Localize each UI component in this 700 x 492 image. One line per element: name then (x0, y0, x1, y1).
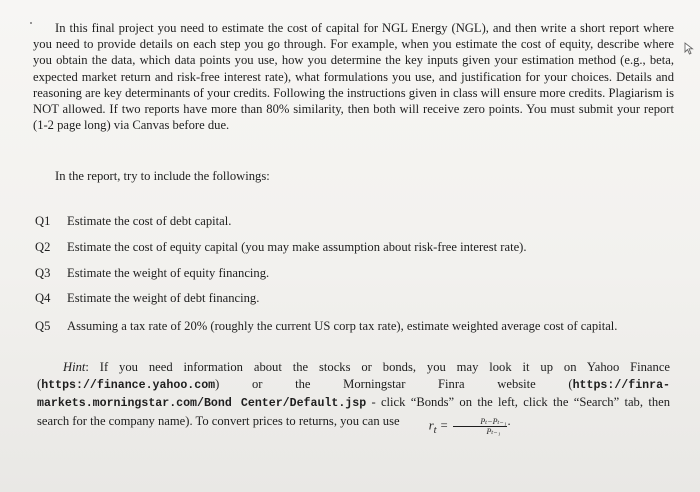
return-formula (403, 417, 508, 440)
hint-label: Hint (63, 360, 86, 374)
question-text: Assuming a tax rate of 20% (roughly the current US corp tax rate), estimate weighted average cost of capital. (67, 319, 618, 333)
formula-equals: = (436, 418, 452, 433)
question-item-q2 (35, 240, 527, 255)
question-item-q3 (35, 266, 269, 281)
question-number: Q5 (35, 319, 51, 333)
morningstar-link[interactable]: https://finra-markets.morningstar.com/Bond Center/Default.jsp (37, 378, 670, 411)
question-number: Q1 (35, 214, 51, 228)
question-number: Q3 (35, 266, 51, 280)
question-text: Estimate the cost of debt capital. (67, 214, 232, 228)
formula-lhs: r (428, 418, 434, 433)
question-number: Q4 (35, 291, 51, 305)
question-text: Estimate the weight of debt financing. (67, 291, 260, 305)
formula-denominator: Pₜ₋₁ (486, 427, 501, 437)
hint-paragraph (37, 359, 670, 440)
hint-text-3: - click “Bonds” on the left, click the “Search” tab, then search for the company name). To convert prices to returns, you can use (37, 395, 670, 428)
question-item-q4 (35, 291, 259, 306)
yahoo-finance-link[interactable]: https://finance.yahoo.com (41, 378, 216, 392)
formula-numerator: Pₜ−Pₜ₋₁ (453, 417, 507, 427)
report-lead-text: In the report, try to include the followings: (55, 169, 270, 183)
question-text: Estimate the cost of equity capital (you may make assumption about risk-free interest rate). (67, 240, 527, 254)
question-item-q1 (35, 214, 231, 229)
question-number: Q2 (35, 240, 51, 254)
formula-subscript: t (433, 425, 437, 437)
question-item-q5 (35, 319, 617, 334)
hint-text-4: . (507, 413, 511, 428)
bullet-dot (30, 22, 32, 24)
hint-text-1: : If you need information about the stocks or bonds, you may look it up on Yahoo Finance ( (37, 360, 670, 391)
intro-paragraph: In this final project you need to estimate the cost of capital for NGL Energy (NGL), and then write a short report where you need to provide details on each step you go through. For example, when you estimate the cost of equity, describe where you obtain the data, which data points you use, how you determine the key inputs given your estimation method (e.g., beta, expected market return and risk-free interest rate), what formulations you use, and justification for your choices. Details and reasoning are key determinants of your credits. Following the instructions given in class will ensure more credits. Plagiarism is NOT allowed. If two reports have more than 80% similarity, then both will receive zero points. You must submit your report (1-2 page long) via Canvas before due. (33, 21, 674, 133)
cursor-arrow-icon (684, 42, 694, 55)
formula-fraction (453, 417, 507, 436)
question-text: Estimate the weight of equity financing. (67, 266, 270, 280)
hint-text-2: ) or the Morningstar Finra website ( (215, 376, 573, 391)
